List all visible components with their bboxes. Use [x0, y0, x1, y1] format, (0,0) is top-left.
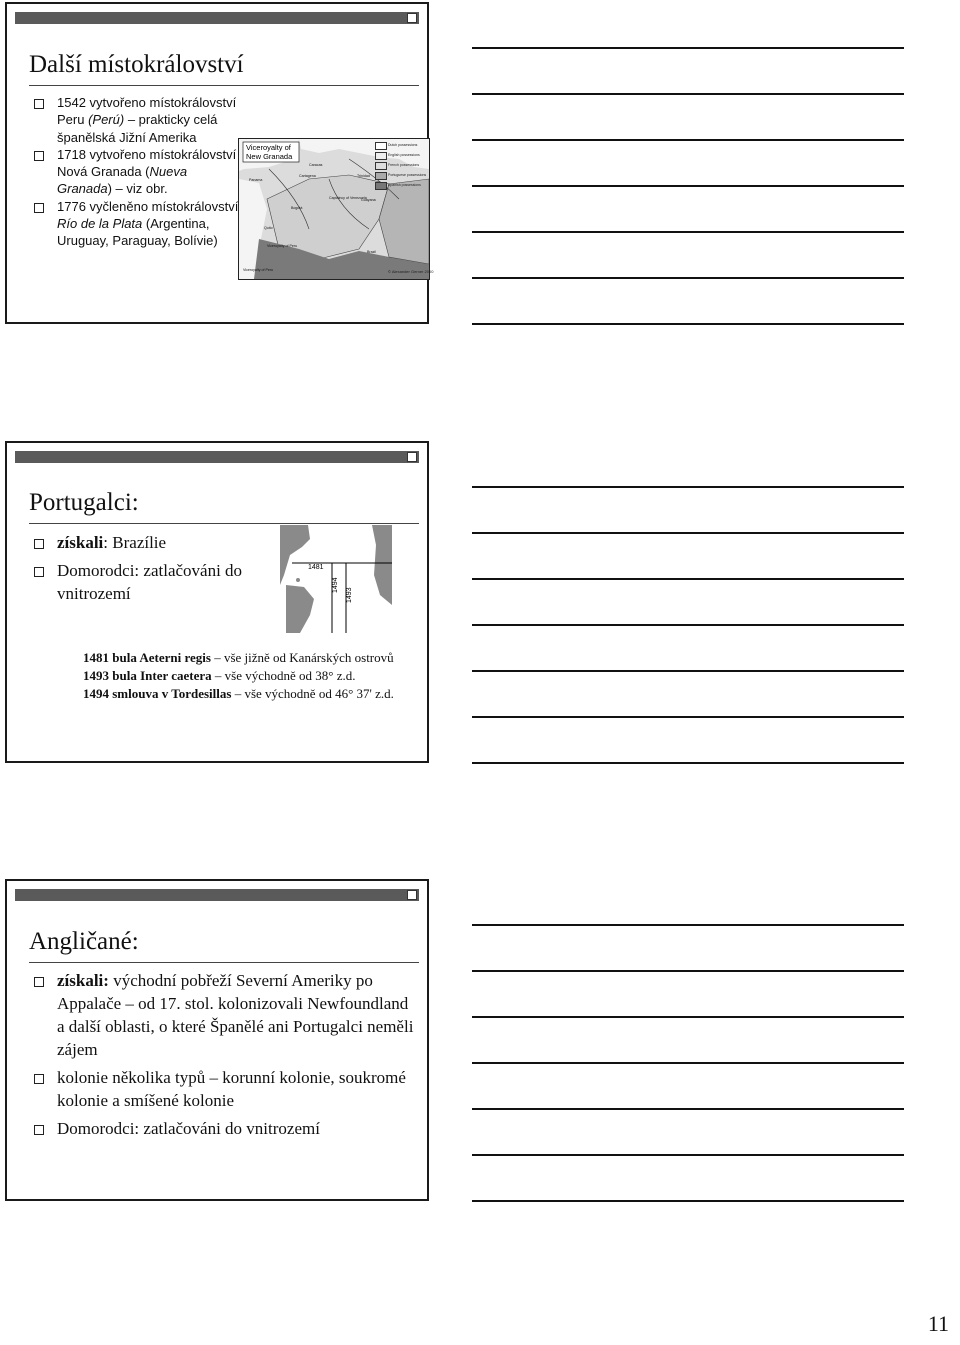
bullet-square-icon: [34, 99, 44, 109]
text-run: – vše východně od 46° 37' z.d.: [231, 686, 394, 701]
bullet-square-icon: [34, 977, 44, 987]
note-line: [472, 47, 904, 49]
page-number: 11: [927, 1311, 949, 1336]
bullet-square-icon: [34, 567, 44, 577]
map-legend: [375, 138, 434, 278]
bullet-item: [34, 969, 414, 1061]
legend-label-portuguese: Portuguese possessions: [388, 173, 427, 177]
note-line: [472, 277, 904, 279]
text-run: 1542 vytvořeno místokrálovství Peru: [57, 95, 237, 128]
treaty-note: [83, 649, 428, 667]
bullet-item: [34, 531, 244, 554]
bullet-square-icon: [34, 1125, 44, 1135]
legend-label-dutch: Dutch possessions: [388, 143, 418, 147]
italic-text: Río de la Plata: [57, 216, 143, 232]
legend-swatch-spanish: [375, 182, 387, 190]
bullet-item: [34, 1066, 414, 1112]
bullet-item: [34, 146, 239, 198]
map-demarcation-lines: [280, 525, 392, 633]
treaty-note: [83, 685, 428, 703]
note-line: [472, 1108, 904, 1110]
text-run: ) – viz obr.: [107, 181, 168, 197]
note-line: [472, 924, 904, 926]
title-bar-square: [407, 13, 417, 23]
note-line: [472, 231, 904, 233]
legend-label-english: English possessions: [388, 153, 420, 157]
map-islands: [296, 578, 300, 582]
text-run: Domorodci: zatlačováni do vnitrozemí: [57, 561, 243, 603]
note-line: [472, 716, 904, 718]
map-label-cartagena: Cartagena: [299, 174, 316, 178]
label-1481: 1481: [308, 564, 324, 571]
map-copyright: © Alexander Gerner 2000: [388, 269, 434, 274]
note-line: [472, 762, 904, 764]
bold-text: 1481 bula Aeterni regis: [83, 650, 211, 665]
text-run: – vše východně od 38° z.d.: [211, 668, 356, 683]
slide-title: Portugalci:: [29, 489, 139, 516]
map-label-brazil: Brazil: [367, 250, 376, 254]
legend-swatch-portuguese: [375, 172, 387, 180]
note-line: [472, 185, 904, 187]
text-run: kolonie několika typů – korunní kolonie, soukromé kolonie a smíšené kolonie: [57, 1068, 406, 1110]
slide-3: [5, 879, 429, 1201]
note-line: [472, 1016, 904, 1018]
slide-title-bar: [15, 451, 419, 463]
legend-label-french: French possessions: [388, 163, 420, 167]
title-bar-square: [407, 890, 417, 900]
note-line: [472, 578, 904, 580]
map-label-bogota: Bogotá: [291, 206, 303, 210]
map-label-peru-2: Viceroyalty of Peru: [243, 268, 274, 272]
text-run: Domorodci: zatlačováni do vnitrozemí: [57, 1119, 320, 1138]
text-run: : Brazílie: [103, 533, 167, 552]
bullet-square-icon: [34, 539, 44, 549]
legend-swatch-dutch: [375, 142, 387, 150]
map-label-peru: Viceroyalty of Peru: [267, 244, 298, 248]
note-line: [472, 670, 904, 672]
title-bar-square: [407, 452, 417, 462]
slide-title-bar: [15, 889, 419, 901]
text-run: (Argentina, Uruguay, Paraguay, Bolívie): [57, 216, 218, 249]
text-run: – vše jižně od Kanárských ostrovů: [210, 650, 394, 665]
bold-text: 1494 smlouva v Tordesillas: [83, 686, 232, 701]
bullet-square-icon: [34, 151, 44, 161]
bullet-list: [34, 969, 414, 1145]
bullet-item: [34, 94, 239, 146]
bullet-list: [34, 531, 244, 610]
map-label-caracas: Caracas: [309, 163, 323, 167]
slide-title: Angličané:: [29, 928, 139, 955]
treaty-notes: [83, 649, 428, 703]
note-line: [472, 532, 904, 534]
map-label-guayana: Guayana: [361, 198, 376, 202]
label-1494: 1494: [332, 577, 339, 593]
bullet-square-icon: [34, 203, 44, 213]
bullet-item: [34, 198, 239, 250]
title-underline: [29, 523, 419, 524]
text-run: východní pobřeží Severní Ameriky po Appalače – od 17. stol. kolonizovali Newfoundland a další oblasti, o které Španělé ani Portugalci neměli zájem: [57, 971, 414, 1059]
slide-title-bar: [15, 12, 419, 24]
map-label-quito: Quito: [264, 226, 273, 230]
note-line: [472, 323, 904, 325]
legend-swatch-english: [375, 152, 387, 160]
map-title-line-2: New Granada: [246, 152, 293, 161]
note-line: [472, 1200, 904, 1202]
legend-swatch-french: [375, 162, 387, 170]
bold-text: získali:: [57, 971, 109, 990]
title-underline: [29, 85, 419, 86]
text-run: 1776 vyčleněno místokrálovství: [57, 198, 239, 214]
title-underline: [29, 962, 419, 963]
bold-text: získali: [57, 533, 104, 552]
note-line: [472, 139, 904, 141]
bullet-item: [34, 1117, 414, 1140]
legend-label-spanish: Spanish possessions: [388, 183, 421, 187]
note-line: [472, 970, 904, 972]
treaty-note: [83, 667, 428, 685]
text-run: 1718 vytvořeno místokrálovství Nová Granada (: [57, 146, 237, 180]
note-line: [472, 624, 904, 626]
label-1493: 1493: [346, 587, 353, 603]
note-line: [472, 93, 904, 95]
bullet-square-icon: [34, 1074, 44, 1084]
bullet-list: [34, 94, 239, 250]
note-line: [472, 1062, 904, 1064]
slide-title: Další místokrálovství: [29, 51, 244, 78]
map-label-panama: Panama: [249, 178, 263, 182]
map-title-line-1: Viceroyalty of: [246, 143, 291, 152]
italic-text: Nueva Granada: [57, 164, 188, 197]
note-line: [472, 486, 904, 488]
map-label-trinidad: Trinidad: [357, 174, 370, 178]
italic-text: (Perú): [88, 112, 125, 128]
note-line: [472, 1154, 904, 1156]
map-label-venezuela: Captaincy of Venezuela: [329, 196, 367, 200]
bold-text: 1493 bula Inter caetera: [83, 668, 212, 683]
text-run: – prakticky celá španělská Jižní Amerika: [57, 112, 218, 145]
bullet-item: [34, 559, 244, 605]
